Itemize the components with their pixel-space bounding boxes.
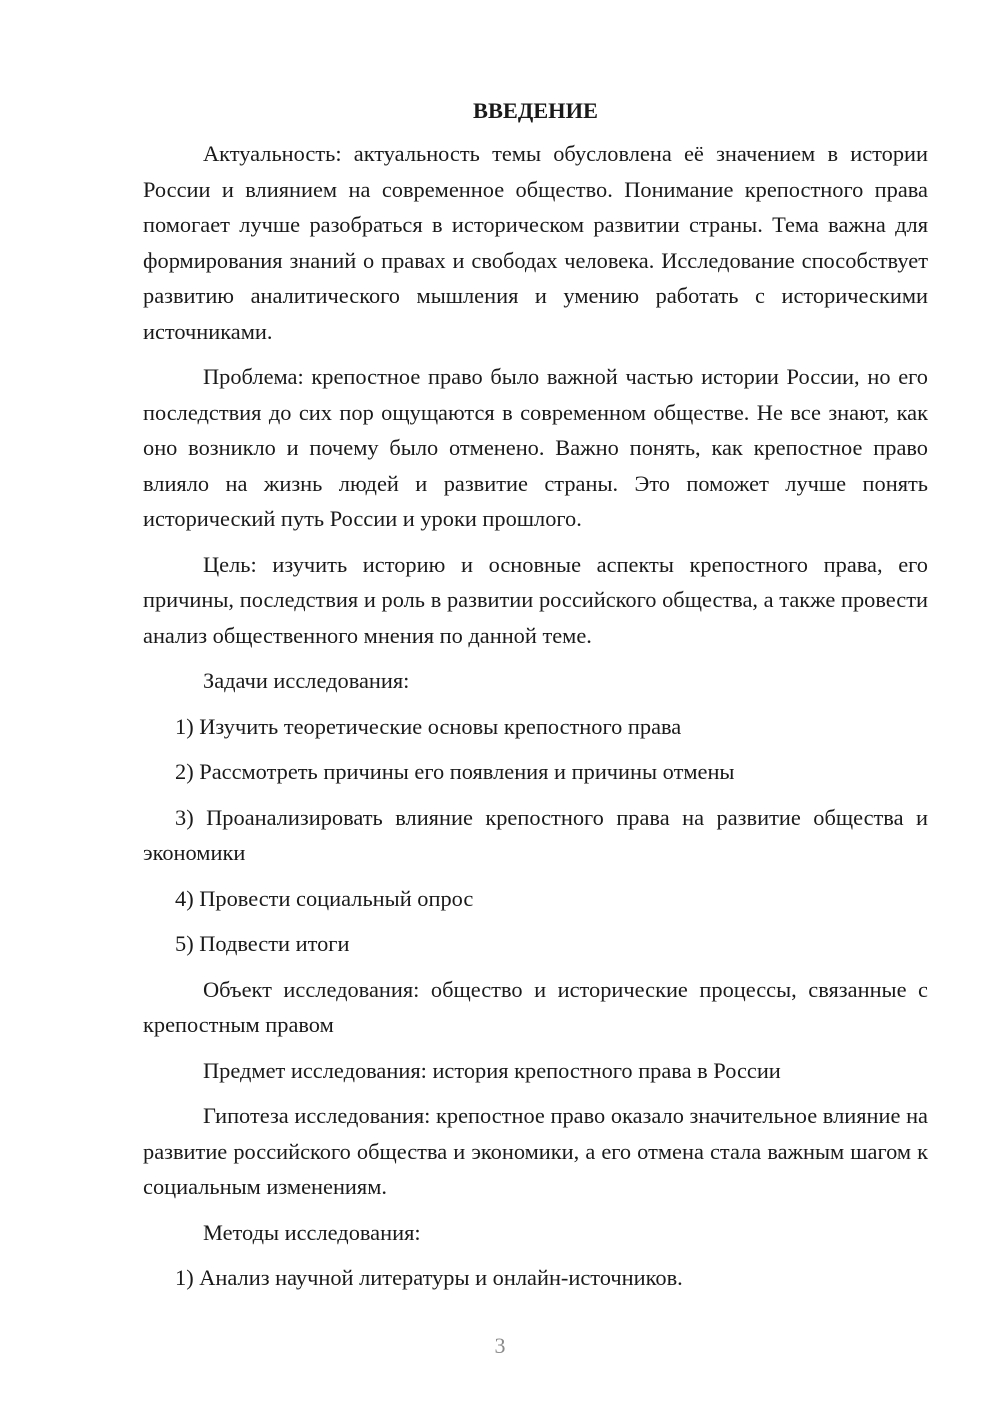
task-item-4: 4) Провести социальный опрос	[175, 885, 474, 911]
task-item-2: 2) Рассмотреть причины его появления и причины отмены	[175, 759, 735, 784]
goal-paragraph: Цель: изучить историю и основные аспекты крепостного права, его причины, последствия и роль в развитии российского общества, а также провести анализ общественного мнения по данной теме.	[143, 551, 928, 648]
object-paragraph: Объект исследования: общество и исторические процессы, связанные с крепостным правом	[143, 976, 928, 1037]
page-title: ВВЕДЕНИЕ	[473, 98, 598, 123]
page-number: 3	[494, 1333, 506, 1358]
task-item-1: 1) Изучить теоретические основы крепостного права	[175, 713, 682, 739]
task-item-5: 5) Подвести итоги	[175, 931, 350, 956]
relevance-paragraph: Актуальность: актуальность темы обусловлена её значением в истории России и влиянием на современное общество. Понимание крепостного права помогает лучше разобраться в историческом развитии страны. Тема важна для формирования знаний о правах и свободах человека. Исследование способствует развитию аналитического мышления и умению работать с историческими источниками.	[143, 141, 928, 344]
document-page	[143, 94, 928, 1306]
problem-paragraph: Проблема: крепостное право было важной частью истории России, но его последствия до сих пор ощущаются в современном обществе. Не все знают, как оно возникло и почему было отменено. Важно понять, как крепостное право влияло на жизнь людей и развитие страны. Это поможет лучше понять исторический путь России и уроки прошлого.	[143, 364, 928, 531]
method-item-1: 1) Анализ научной литературы и онлайн-источников.	[175, 1265, 683, 1290]
hypothesis-paragraph: Гипотеза исследования: крепостное право оказало значительное влияние на развитие российского общества и экономики, а его отмена стала важным шагом к социальным изменениям.	[143, 1103, 928, 1199]
methods-heading: Методы исследования:	[203, 1219, 421, 1245]
task-item-3: 3) Проанализировать влияние крепостного права на развитие общества и экономики	[143, 804, 928, 865]
subject-paragraph: Предмет исследования: история крепостного права в России	[203, 1057, 781, 1083]
tasks-heading: Задачи исследования:	[203, 668, 410, 693]
